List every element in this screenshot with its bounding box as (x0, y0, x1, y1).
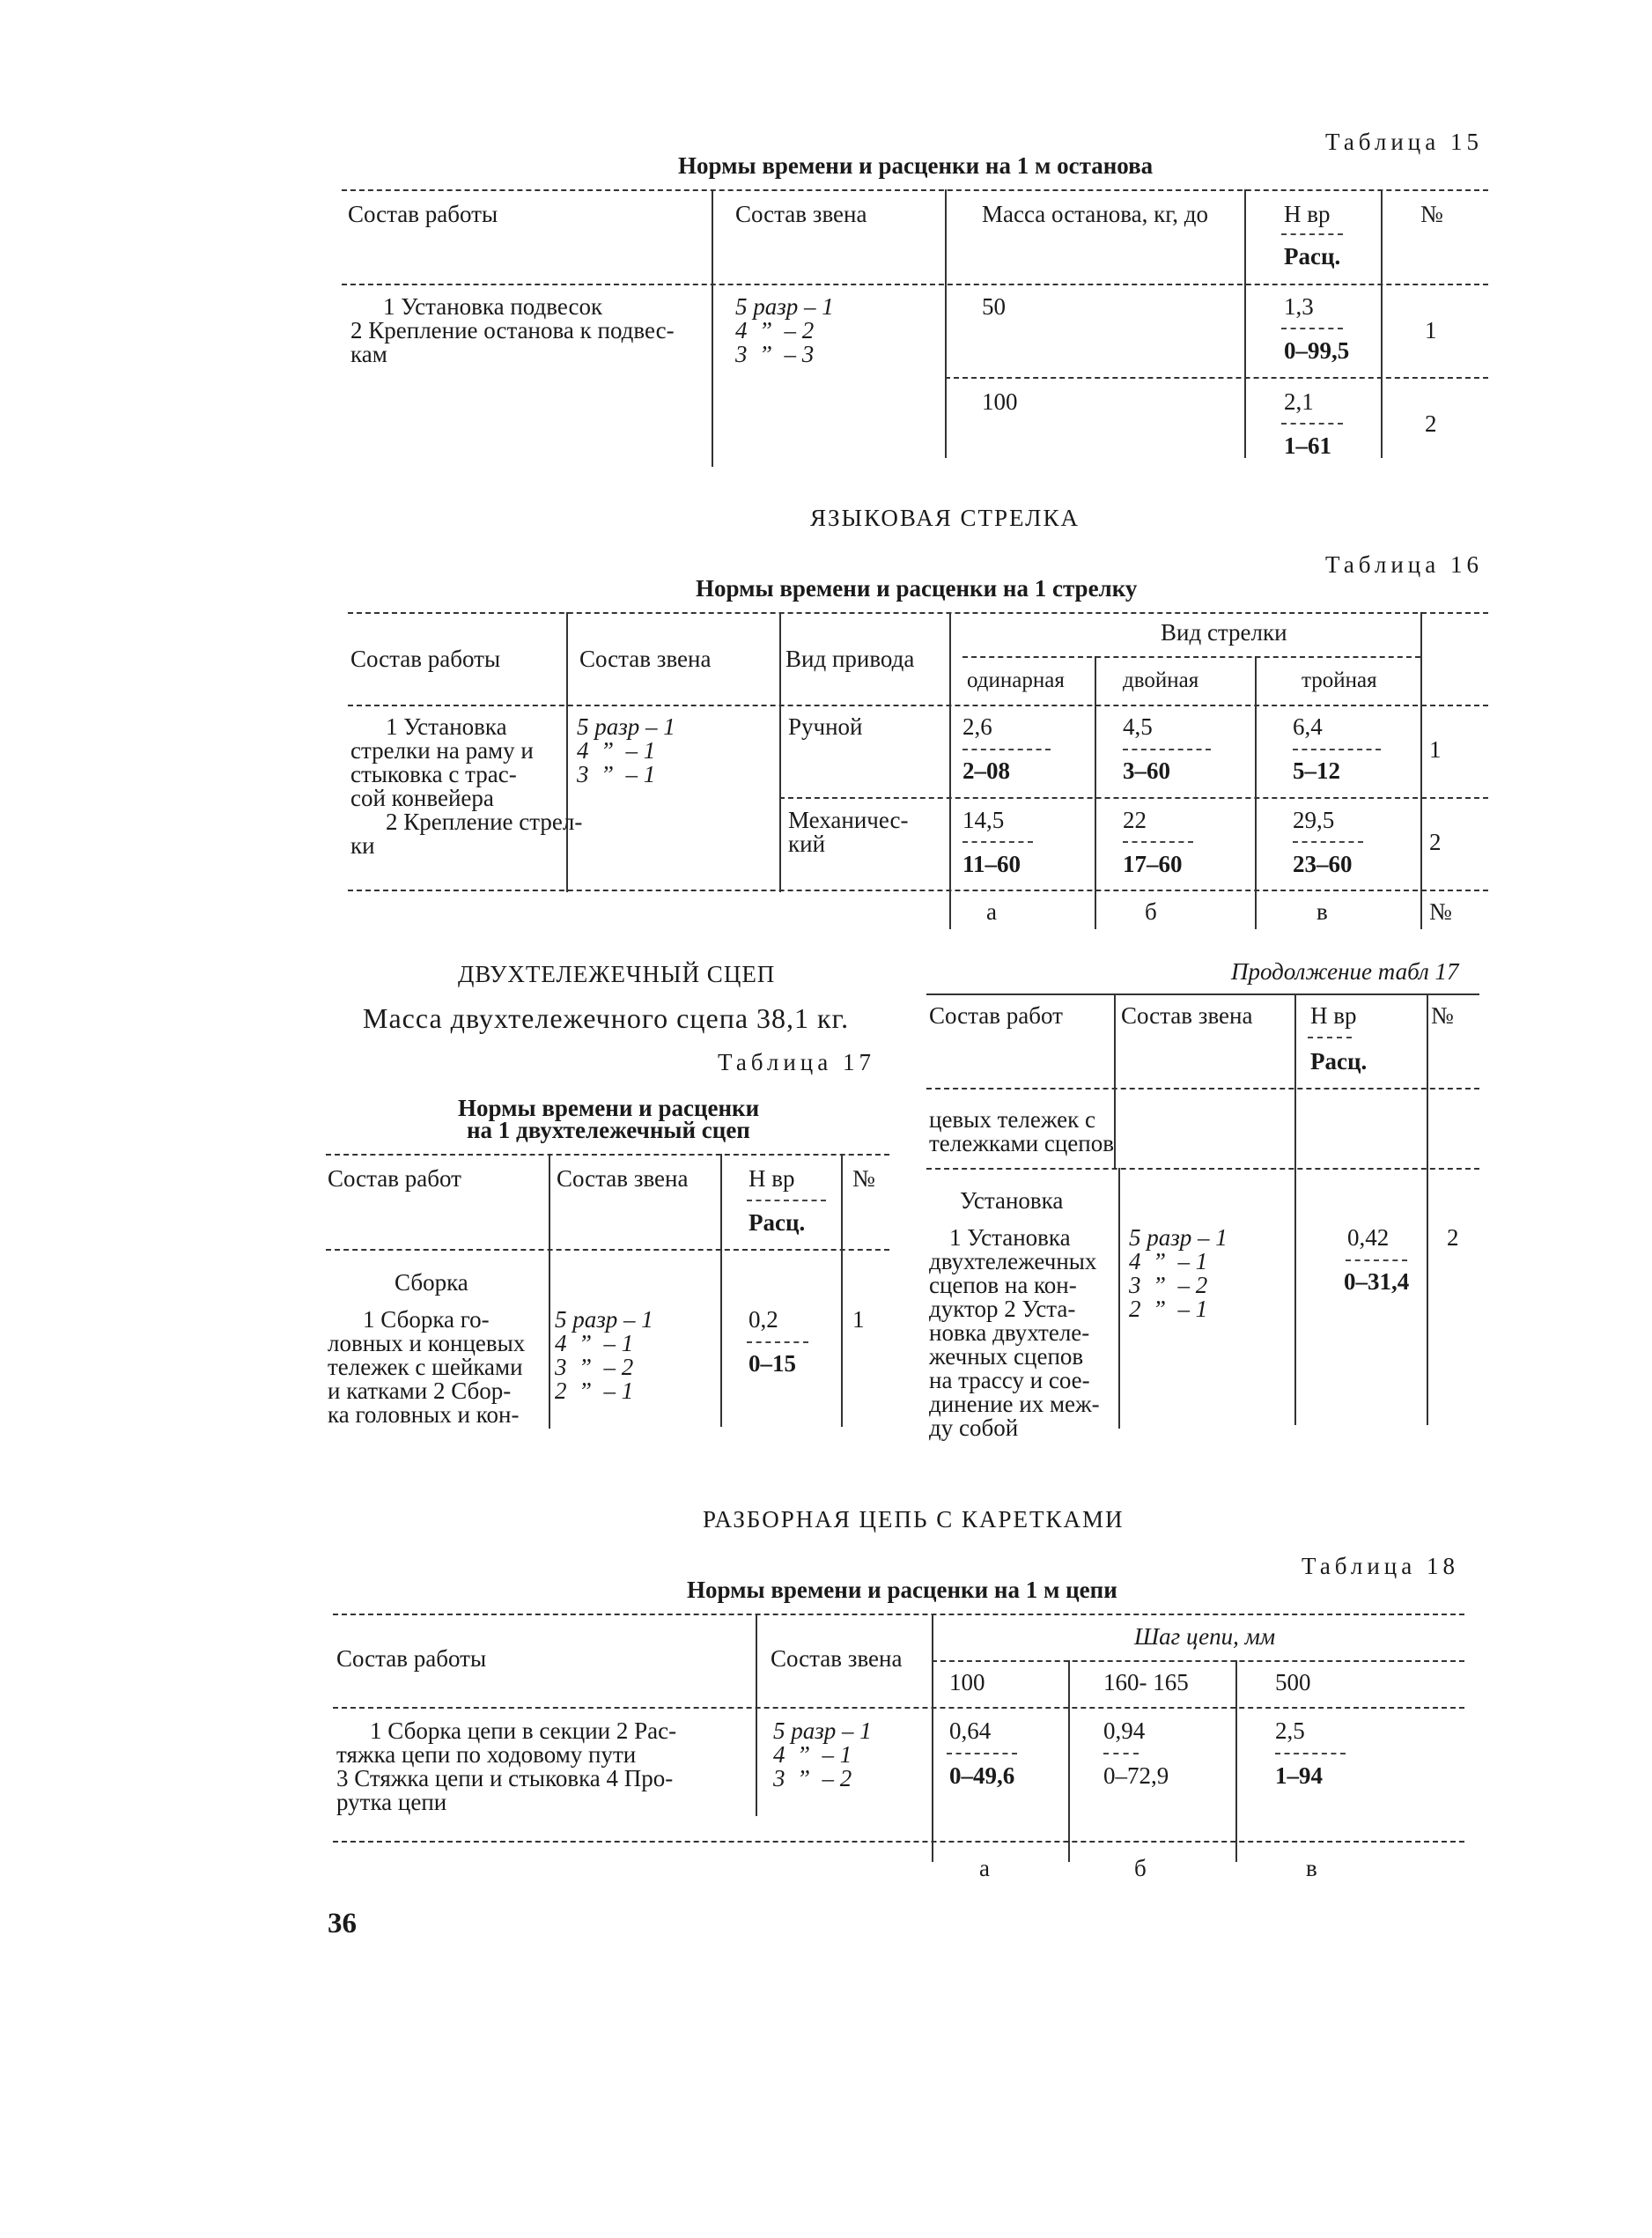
t16-row1-drive: Ручной (788, 713, 863, 740)
t16-work-2: стрелки на раму и (350, 737, 534, 764)
t17c-header-hvr: Н вр (1310, 1002, 1357, 1029)
t17c-crew-2: 4 ” – 1 (1129, 1248, 1208, 1274)
t16-row2-drive-1: Механичес- (788, 807, 909, 833)
t17-work-5: ка головных и кон- (328, 1401, 520, 1428)
t15-crew-1: 5 разр – 1 (735, 293, 834, 320)
t15-work-3: кам (350, 341, 387, 367)
t15-row2-hvr: 2,1 (1284, 388, 1314, 415)
t16-row2-no: 2 (1429, 829, 1442, 855)
t17-header-no: № (852, 1165, 875, 1192)
t17c-crew-4: 2 ” – 1 (1129, 1296, 1208, 1322)
t16-row2-drive-2: кий (788, 831, 826, 857)
t17c-work-9: ду собой (929, 1414, 1019, 1441)
t17c-header-no: № (1431, 1002, 1454, 1029)
t17c-work-1: 1 Установка (949, 1224, 1071, 1251)
t16-crew-3: 3 ” – 1 (577, 761, 656, 787)
t16-crew-2: 4 ” – 1 (577, 737, 656, 764)
t16-row1-a-rate: 2–08 (962, 757, 1010, 784)
t16-crew-1: 5 разр – 1 (577, 713, 675, 740)
t18-crew-2: 4 ” – 1 (773, 1741, 852, 1768)
t15-crew-2: 4 ” – 2 (735, 317, 815, 343)
t18-header-crew: Состав звена (771, 1645, 903, 1672)
t17c-crew-1: 5 разр – 1 (1129, 1224, 1228, 1251)
t18-work-1: 1 Сборка цепи в секции 2 Рас- (370, 1717, 677, 1744)
t16-row2-b-hvr: 22 (1123, 807, 1147, 833)
t17c-work-2: двухтележечных (929, 1248, 1097, 1274)
t15-header-rate: Расц. (1284, 243, 1341, 270)
t18-a-rate: 0–49,6 (949, 1762, 1015, 1789)
t16-foot-no: № (1429, 898, 1452, 925)
t16-row1-a-hvr: 2,6 (962, 713, 992, 740)
t16-row1-c-hvr: 6,4 (1293, 713, 1323, 740)
t16-header-work: Состав работы (350, 646, 501, 672)
t17-group: Сборка (395, 1269, 468, 1296)
t17c-work-8: динение их меж- (929, 1391, 1100, 1417)
t15-row1-no: 1 (1425, 317, 1437, 343)
t18-b-hvr: 0,94 (1103, 1717, 1146, 1744)
t17c-group: Установка (960, 1187, 1064, 1214)
t16-header-single: одинарная (967, 668, 1065, 692)
t16-row2-a-rate: 11–60 (962, 851, 1021, 877)
t18-foot-a: а (979, 1855, 990, 1881)
t17c-rate: 0–31,4 (1344, 1268, 1410, 1295)
t18-work-4: рутка цепи (336, 1789, 447, 1815)
t16-header-type: Вид стрелки (1161, 619, 1287, 646)
t16-work-4: сой конвейера (350, 785, 494, 811)
t16-work-6: ки (350, 832, 375, 859)
table-16-label: Таблица 16 (1325, 551, 1483, 578)
t17-header-hvr: Н вр (749, 1165, 795, 1192)
t18-header-100: 100 (949, 1669, 985, 1695)
table-17-label: Таблица 17 (718, 1049, 875, 1075)
t17-header-rate: Расц. (749, 1209, 806, 1236)
section-heading-strelka: ЯЗЫКОВАЯ СТРЕЛКА (810, 505, 1080, 531)
t16-foot-a: а (986, 898, 997, 925)
t16-header-double: двойная (1123, 668, 1199, 692)
mass-statement: Масса двухтележечного сцепа 38,1 кг. (363, 1002, 850, 1034)
t15-work-2: 2 Крепление останова к подвес- (350, 317, 675, 343)
table-17-cont-label: Продолжение табл 17 (1231, 958, 1459, 985)
t17c-header-crew: Состав звена (1121, 1002, 1253, 1029)
t17c-no: 2 (1447, 1224, 1459, 1251)
t18-crew-1: 5 разр – 1 (773, 1717, 872, 1744)
t16-row1-b-hvr: 4,5 (1123, 713, 1153, 740)
t17-no: 1 (852, 1306, 865, 1333)
t17-header-work: Состав работ (328, 1165, 461, 1192)
t17-crew-1: 5 разр – 1 (555, 1306, 653, 1333)
t15-header-no: № (1420, 201, 1443, 227)
t17c-work-3: сцепов на кон- (929, 1272, 1077, 1298)
t17c-cont-1: цевых тележек с (929, 1106, 1095, 1133)
t17-work-2: ловных и концевых (328, 1330, 526, 1356)
t17-crew-2: 4 ” – 1 (555, 1330, 634, 1356)
t17-rate: 0–15 (749, 1350, 796, 1377)
t18-foot-c: в (1306, 1855, 1317, 1881)
t16-work-1: 1 Установка (386, 713, 507, 740)
table-17-title-1: Нормы времени и расценки (458, 1095, 760, 1121)
t18-a-hvr: 0,64 (949, 1717, 992, 1744)
t16-header-drive: Вид привода (785, 646, 915, 672)
t15-header-work: Состав работы (348, 201, 498, 227)
t18-foot-b: б (1134, 1855, 1147, 1881)
t18-header-step: Шаг цепи, мм (1134, 1623, 1276, 1650)
t16-row2-c-rate: 23–60 (1293, 851, 1353, 877)
t15-row2-mass: 100 (982, 388, 1018, 415)
t16-header-triple: тройная (1302, 668, 1377, 692)
t18-c-rate: 1–94 (1275, 1762, 1323, 1789)
table-18-title: Нормы времени и расценки на 1 м цепи (687, 1577, 1117, 1603)
t15-header-crew: Состав звена (735, 201, 867, 227)
t16-row1-c-rate: 5–12 (1293, 757, 1340, 784)
t15-row2-rate: 1–61 (1284, 432, 1331, 459)
t15-row2-no: 2 (1425, 410, 1437, 437)
t17c-work-4: дуктор 2 Уста- (929, 1296, 1076, 1322)
section-heading-scep: ДВУХТЕЛЕЖЕЧНЫЙ СЦЕП (458, 961, 776, 987)
t16-row1-no: 1 (1429, 736, 1442, 763)
t17c-hvr: 0,42 (1347, 1224, 1390, 1251)
t17-work-4: и катками 2 Сбор- (328, 1378, 512, 1404)
t15-row1-hvr: 1,3 (1284, 293, 1314, 320)
t16-row2-b-rate: 17–60 (1123, 851, 1183, 877)
table-17-title-2: на 1 двухтележечный сцеп (467, 1117, 750, 1143)
t17c-work-5: новка двухтеле- (929, 1319, 1090, 1346)
t18-crew-3: 3 ” – 2 (773, 1765, 852, 1791)
t16-work-3: стыковка с трас- (350, 761, 517, 787)
t16-work-5: 2 Крепление стрел- (386, 809, 583, 835)
table-18-label: Таблица 18 (1302, 1553, 1459, 1579)
t17c-cont-2: тележками сцепов (929, 1130, 1114, 1156)
page-number: 36 (328, 1908, 357, 1939)
t17c-header-work: Состав работ (929, 1002, 1063, 1029)
t17-hvr: 0,2 (749, 1306, 778, 1333)
t18-header-160: 160- 165 (1103, 1669, 1189, 1695)
table-16-title: Нормы времени и расценки на 1 стрелку (696, 575, 1138, 602)
t17-header-crew: Состав звена (557, 1165, 689, 1192)
t16-row2-c-hvr: 29,5 (1293, 807, 1335, 833)
t15-row1-rate: 0–99,5 (1284, 337, 1350, 364)
t17c-work-7: на трассу и сое- (929, 1367, 1090, 1393)
t17-crew-3: 3 ” – 2 (555, 1354, 634, 1380)
t18-header-work: Состав работы (336, 1645, 487, 1672)
table-15-label: Таблица 15 (1325, 129, 1483, 155)
t17c-crew-3: 3 ” – 2 (1129, 1272, 1208, 1298)
t16-row1-b-rate: 3–60 (1123, 757, 1170, 784)
t17-work-3: тележек с шейками (328, 1354, 523, 1380)
t16-foot-c: в (1316, 898, 1328, 925)
t15-header-hvr: Н вр (1284, 201, 1331, 227)
t15-crew-3: 3 ” – 3 (735, 341, 815, 367)
t18-c-hvr: 2,5 (1275, 1717, 1305, 1744)
t17-crew-4: 2 ” – 1 (555, 1378, 634, 1404)
t16-header-crew: Состав звена (579, 646, 712, 672)
t15-row1-mass: 50 (982, 293, 1006, 320)
t16-foot-b: б (1145, 898, 1157, 925)
t18-work-2: тяжка цепи по ходовому пути (336, 1741, 637, 1768)
t18-b-rate: 0–72,9 (1103, 1762, 1169, 1789)
t18-work-3: 3 Стяжка цепи и стыковка 4 Про- (336, 1765, 674, 1791)
t17c-work-6: жечных сцепов (929, 1343, 1084, 1370)
t18-header-500: 500 (1275, 1669, 1311, 1695)
t15-header-mass: Масса останова, кг, до (982, 201, 1209, 227)
t17-work-1: 1 Сборка го- (363, 1306, 490, 1333)
table-15-title: Нормы времени и расценки на 1 м останова (678, 152, 1154, 179)
t15-work-1: 1 Установка подвесок (383, 293, 603, 320)
t16-row2-a-hvr: 14,5 (962, 807, 1005, 833)
section-heading-chain: РАЗБОРНАЯ ЦЕПЬ С КАРЕТКАМИ (703, 1506, 1125, 1533)
t17c-header-rate: Расц. (1310, 1048, 1368, 1075)
